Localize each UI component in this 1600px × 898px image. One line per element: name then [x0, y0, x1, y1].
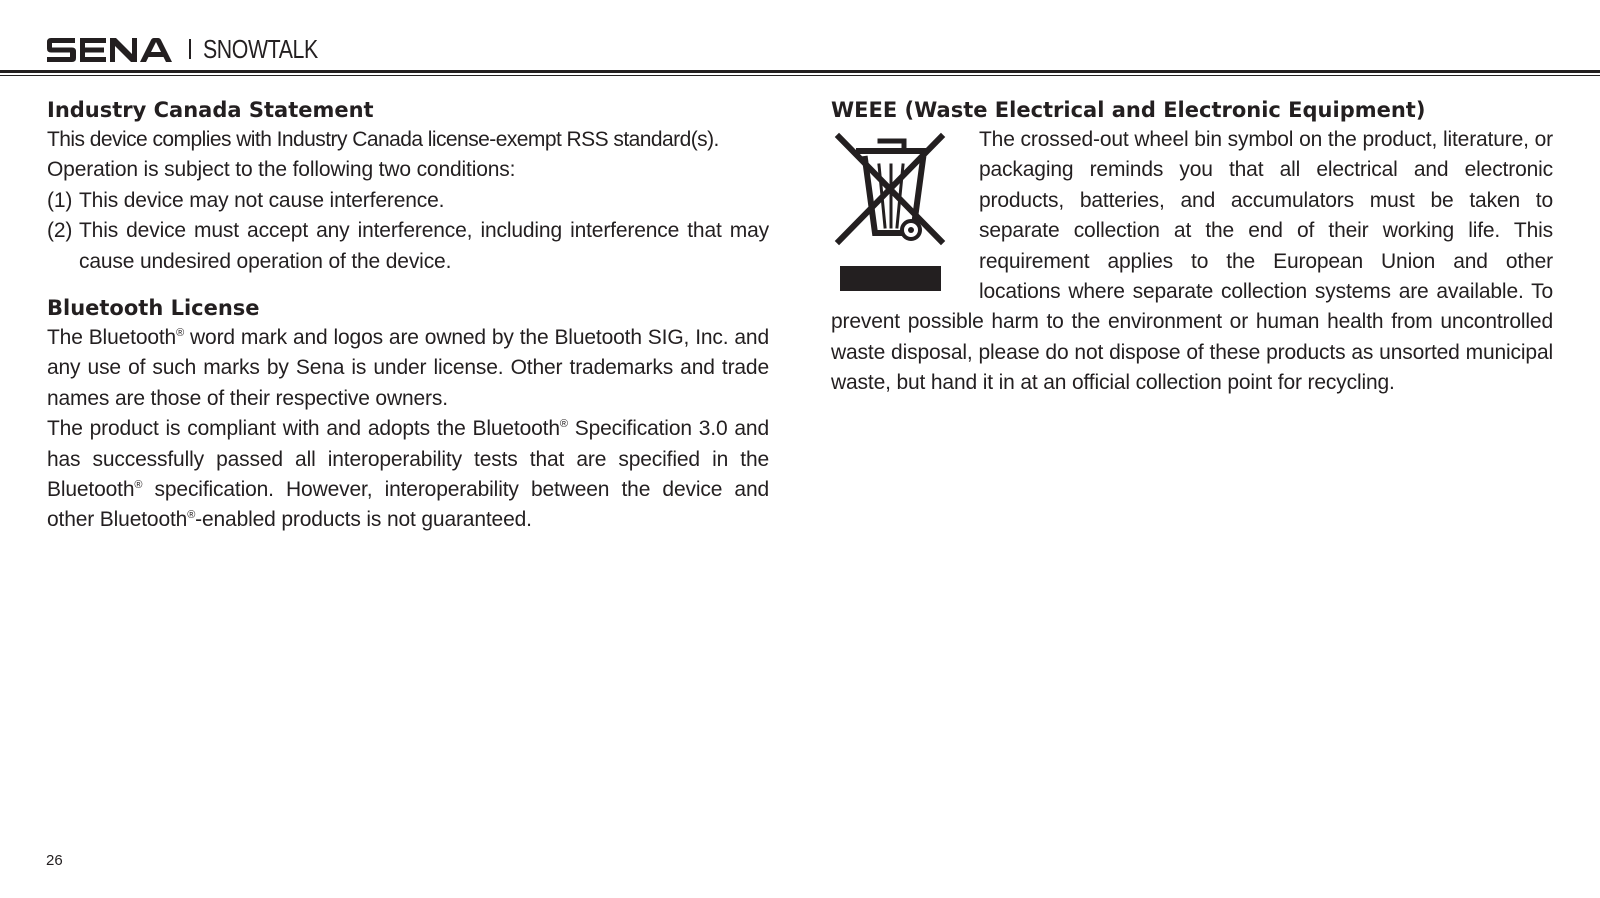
weee-heading: WEEE (Waste Electrical and Electronic Equipment): [831, 98, 1426, 122]
bt-p1-b: word mark and logos are owned by the Bluetooth SIG, Inc. and any use of such marks by Sena is under license. Other trademarks and trade names are those of their respective owners.: [47, 326, 769, 410]
industry-canada-intro-line1: This device complies with Industry Canada license-exempt RSS standard(s).: [47, 128, 719, 151]
page-number: 26: [46, 852, 63, 869]
registered-mark: ®: [187, 509, 196, 522]
section-gap: [47, 277, 769, 293]
bt-p1-a: The Bluetooth: [47, 326, 177, 350]
industry-canada-intro-line2: Operation is subject to the following two conditions:: [47, 158, 516, 182]
bluetooth-license-paragraph-2: [47, 414, 769, 536]
condition-number-1: (1): [47, 188, 73, 212]
bluetooth-license-heading: Bluetooth License: [47, 296, 260, 321]
header-rule: [0, 70, 1600, 73]
sena-logo: [47, 38, 172, 62]
bt-p2-c: specification. However, interoperability between the device and other Bluetooth: [47, 478, 769, 532]
bt-p2-a: The product is compliant with and adopts the Bluetooth: [47, 417, 560, 441]
right-column: [831, 95, 1553, 399]
condition-number-2: (2): [47, 219, 73, 243]
condition-text-2: This device must accept any interference, including interference that may cause undesired operation of the device.: [79, 219, 769, 273]
weee-paragraph: The crossed-out wheel bin symbol on the product, literature, or packaging reminds you that all electrical and electronic products, batteries, and accumulators must be taken to separate collection at the end of their working life. This requirement applies to the European Union and other locations where separate collection systems are available. To prevent possible harm to the environment or human health from uncontrolled waste disposal, please do not dispose of these products as unsorted municipal waste, but hand it in at an official collection point for recycling.: [831, 128, 1553, 395]
left-column: [47, 95, 769, 536]
registered-mark: ®: [134, 479, 143, 492]
registered-mark: ®: [176, 327, 185, 340]
crossed-out-wheelie-bin-icon: [831, 129, 949, 294]
condition-item-2: [47, 216, 769, 277]
registered-mark: ®: [559, 418, 568, 431]
condition-text-1: This device may not cause interference.: [79, 188, 445, 212]
condition-item-1: [47, 186, 769, 216]
header-rule-thin: [0, 75, 1600, 76]
page-header: [0, 0, 1600, 78]
product-name: SNOWTALK: [203, 34, 318, 64]
bluetooth-license-paragraph-1: [47, 323, 769, 414]
industry-canada-heading: Industry Canada Statement: [47, 98, 374, 122]
bt-p2-d: -enabled products is not guaranteed.: [195, 508, 532, 532]
bt-p2-b: Specification 3.0 and has successfully passed all interoperability tests that are specified in the Bluetooth: [47, 417, 769, 502]
header-divider: [189, 39, 191, 59]
